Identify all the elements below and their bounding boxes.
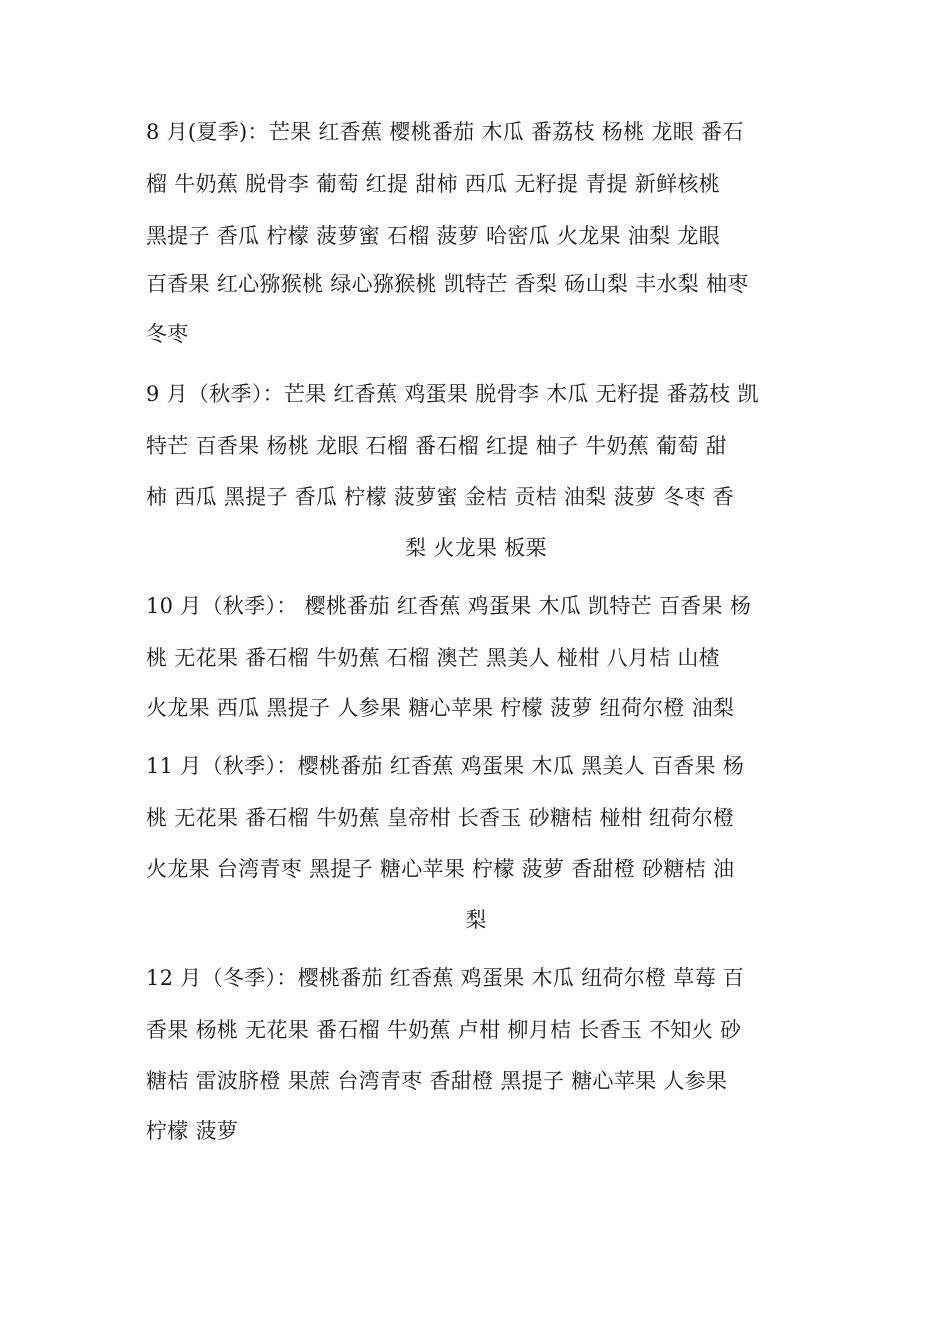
section-november-line-4: 梨 <box>465 908 487 932</box>
section-november-line-1: 11 月（秋季）：樱桃番茄 红香蕉 鸡蛋果 木瓜 黑美人 百香果 杨 <box>146 754 745 778</box>
section-november-line-3: 火龙果 台湾青枣 黑提子 糖心苹果 柠檬 菠萝 香甜橙 砂糖桔 油 <box>146 857 735 881</box>
section-september-line-3: 柿 西瓜 黑提子 香瓜 柠檬 菠萝蜜 金桔 贡桔 油梨 菠萝 冬枣 香 <box>146 485 734 509</box>
section-october-line-2: 桃 无花果 番石榴 牛奶蕉 石榴 澳芒 黑美人 椪柑 八月桔 山楂 <box>146 646 720 670</box>
section-august-line-2: 榴 牛奶蕉 脱骨李 葡萄 红提 甜柿 西瓜 无籽提 青提 新鲜核桃 <box>146 172 720 196</box>
section-december-line-3: 糖桔 雷波脐橙 果蔗 台湾青枣 香甜橙 黑提子 糖心苹果 人参果 <box>146 1069 728 1093</box>
section-december-line-4: 柠檬 菠萝 <box>146 1119 239 1143</box>
section-august-line-5: 冬枣 <box>146 322 189 346</box>
section-october-line-1: 10 月（秋季）： 樱桃番茄 红香蕉 鸡蛋果 木瓜 凯特芒 百香果 杨 <box>146 594 752 618</box>
section-september-line-2: 特芒 百香果 杨桃 龙眼 石榴 番石榴 红提 柚子 牛奶蕉 葡萄 甜 <box>146 434 727 458</box>
section-october-line-3: 火龙果 西瓜 黑提子 人参果 糖心苹果 柠檬 菠萝 纽荷尔橙 油梨 <box>146 696 735 720</box>
section-september-line-1: 9 月（秋季）：芒果 红香蕉 鸡蛋果 脱骨李 木瓜 无籽提 番荔枝 凯 <box>146 382 759 406</box>
section-december-line-2: 香果 杨桃 无花果 番石榴 牛奶蕉 卢柑 柳月桔 长香玉 不知火 砂 <box>146 1018 742 1042</box>
section-august-line-4: 百香果 红心猕猴桃 绿心猕猴桃 凯特芒 香梨 砀山梨 丰水梨 柚枣 <box>146 272 749 296</box>
section-august-line-1: 8 月(夏季)：芒果 红香蕉 樱桃番茄 木瓜 番荔枝 杨桃 龙眼 番石 <box>146 120 744 144</box>
section-december-line-1: 12 月（冬季）：樱桃番茄 红香蕉 鸡蛋果 木瓜 纽荷尔橙 草莓 百 <box>146 966 745 990</box>
section-august-line-3: 黑提子 香瓜 柠檬 菠萝蜜 石榴 菠萝 哈密瓜 火龙果 油梨 龙眼 <box>146 224 720 248</box>
section-september-line-4: 梨 火龙果 板栗 <box>405 536 547 560</box>
section-november-line-2: 桃 无花果 番石榴 牛奶蕉 皇帝柑 长香玉 砂糖桔 椪柑 纽荷尔橙 <box>146 806 735 830</box>
